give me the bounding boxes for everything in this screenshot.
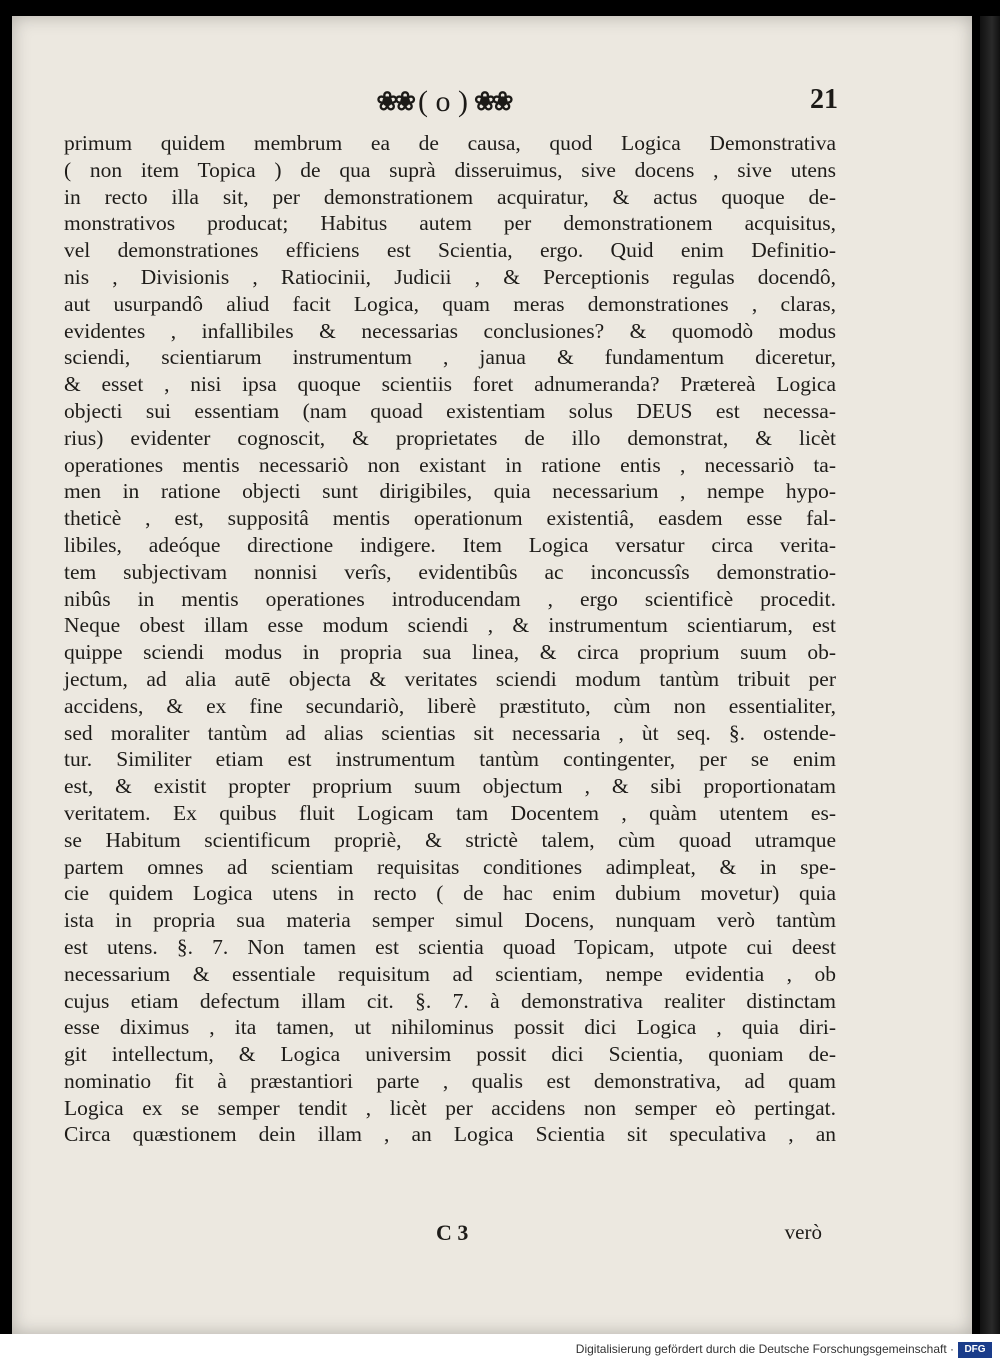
text-line: vel demonstrationes efficiens est Scientia, ergo. Quid enim Definitio- xyxy=(64,238,836,263)
body-text xyxy=(64,130,836,1148)
text-line: evidentes , infallibiles & necessarias conclusiones? & quomodò modus xyxy=(64,318,836,343)
text-line: quippe sciendi modus in propria sua linea, & circa proprium suum ob- xyxy=(64,640,836,665)
footer-credit: Digitalisierung gefördert durch die Deutsche Forschungsgemeinschaft · xyxy=(575,1342,954,1356)
text-line: operationes mentis necessariò non existant in ratione entis , necessariò ta- xyxy=(64,452,836,477)
page-number: 21 xyxy=(810,84,838,115)
text-line: ( non item Topica ) de qua suprà disseruimus, sive docens , sive utens xyxy=(64,157,836,182)
text-line: Neque obest illam esse modum sciendi , & instrumentum scientiarum, est xyxy=(64,613,836,638)
page-edge xyxy=(980,16,1000,1334)
text-line: est, & existit propter proprium suum objectum , & sibi proportionatam xyxy=(64,774,836,799)
text-line: nibûs in mentis operationes introducendam , ergo scientificè procedit. xyxy=(64,586,836,611)
signature-mark: C 3 xyxy=(436,1220,469,1245)
text-line: sed moraliter tantùm ad alias scientias sit necessaria , ùt seq. §. ostende- xyxy=(64,720,836,745)
text-line: jectum, ad alia autē objecta & veritates sciendi modum tantùm tribuit per xyxy=(64,666,836,691)
text-line: esse diximus , ita tamen, ut nihilominus possit dici Logica , quia diri- xyxy=(64,1015,836,1040)
text-line: primum quidem membrum ea de causa, quod Logica Demonstrativa xyxy=(64,131,836,155)
ornament-center: ( o ) xyxy=(418,85,468,118)
text-line: objecti sui essentiam (nam quoad existentiam solus DEUS est necessa- xyxy=(64,398,836,423)
text-line: partem omnes ad scientiam requisitas conditiones adimpleat, & in spe- xyxy=(64,854,836,879)
footer-bar xyxy=(0,1334,1000,1364)
text-line: sciendi, scientiarum instrumentum , janua & fundamentum diceretur, xyxy=(64,345,836,370)
catchword: verò xyxy=(784,1220,822,1244)
text-line: Circa quæstionem dein illam , an Logica Scientia sit speculativa , an xyxy=(64,1122,836,1147)
text-line: cujus etiam defectum illam cit. §. 7. à demonstrativa realiter distinctam xyxy=(64,988,836,1013)
text-line: theticè , est, suppositâ mentis operationum existentiâ, easdem esse fal- xyxy=(64,506,836,531)
text-line: Logica ex se semper tendit , licèt per accidens non semper eò pertingat. xyxy=(64,1095,836,1120)
header-ornament xyxy=(353,82,533,122)
text-line: monstrativos producat; Habitus autem per demonstrationem acquisitus, xyxy=(64,211,836,236)
text-line: veritatem. Ex quibus fluit Logicam tam Docentem , quàm utentem es- xyxy=(64,800,836,825)
text-line: rius) evidenter cognoscit, & proprietates de illo demonstrat, & licèt xyxy=(64,425,836,450)
text-line: in recto illa sit, per demonstrationem acquiratur, & actus quoque de- xyxy=(64,184,836,209)
text-line: tem subjectivam nonnisi verîs, evidentibûs ac inconcussîs demonstratio- xyxy=(64,559,836,584)
text-line: ista in propria sua materia semper simul Docens, nunquam verò tantùm xyxy=(64,908,836,933)
text-line: accidens, & ex fine secundariò, liberè præstituto, cùm non essentialiter, xyxy=(64,693,836,718)
text-line: est utens. §. 7. Non tamen est scientia quoad Topicam, utpote cui deest xyxy=(64,934,836,959)
dfg-logo-icon: DFG xyxy=(958,1342,992,1358)
ornament-right: ❀❀ xyxy=(473,87,510,116)
text-line: necessarium & essentiale requisitum ad scientiam, nempe evidentia , ob xyxy=(64,961,836,986)
text-line: nominatio fit à præstantiori parte , qualis est demonstrativa, ad quam xyxy=(64,1068,836,1093)
text-line: git intellectum, & Logica universim possit dici Scientia, quoniam de- xyxy=(64,1042,836,1067)
text-line: men in ratione objecti sunt dirigibiles, quia necessarium , nempe hypo- xyxy=(64,479,836,504)
text-line: cie quidem Logica utens in recto ( de hac enim dubium movetur) quia xyxy=(64,881,836,906)
text-line: se Habitum scientificum propriè, & strictè talem, cùm quoad utramque xyxy=(64,827,836,852)
text-line: & esset , nisi ipsa quoque scientiis foret adnumeranda? Prætereà Logica xyxy=(64,372,836,397)
text-line: aut usurpandô aliud facit Logica, quam meras demonstrationes , claras, xyxy=(64,291,836,316)
text-line: libiles, adeóque directione indigere. Item Logica versatur circa verita- xyxy=(64,532,836,557)
text-line: nis , Divisionis , Ratiocinii, Judicii , & Perceptionis regulas docendô, xyxy=(64,264,836,289)
ornament-left: ❀❀ xyxy=(376,87,412,116)
text-line: tur. Similiter etiam est instrumentum tantùm contingenter, per se enim xyxy=(64,747,836,772)
